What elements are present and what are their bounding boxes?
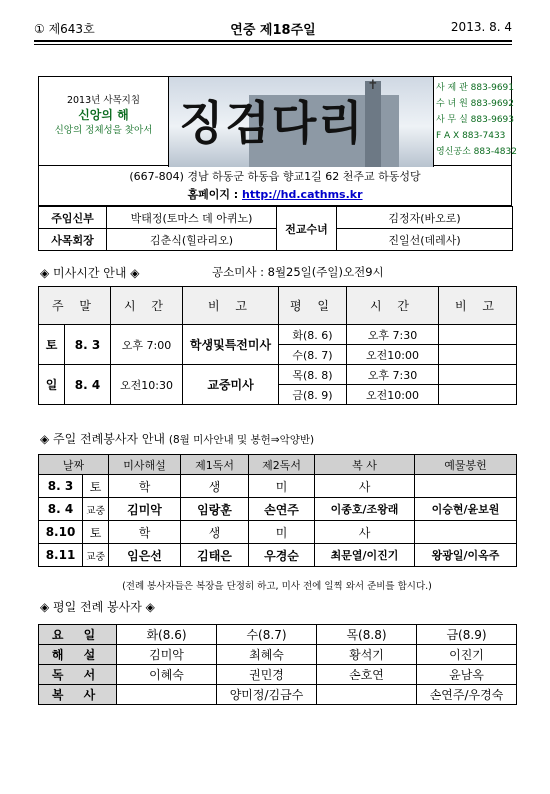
church-tower-icon	[365, 78, 381, 167]
col-header: 주 말	[39, 287, 111, 325]
mass-section-title	[40, 264, 139, 281]
col-header: 복 사	[315, 455, 415, 475]
offertory: 이승현/윤보원	[415, 498, 517, 521]
contact-item: 영신공소 883-4832	[436, 147, 517, 157]
row-label: 복 사	[39, 685, 117, 705]
weekday-note	[439, 365, 517, 385]
staff-table	[38, 206, 513, 251]
weekday-time: 오전10:00	[347, 385, 439, 405]
weekday-time: 오후 7:30	[347, 325, 439, 345]
weekday-volunteer-table	[38, 624, 517, 705]
empty-cell	[415, 475, 517, 498]
weekday-date: 금(8. 9)	[279, 385, 347, 405]
contact-item: 수 녀 원 883-9692	[436, 99, 514, 109]
reader-1: 김태은	[181, 544, 249, 567]
weekend-time: 오후 7:00	[111, 325, 183, 365]
weekday-note	[439, 325, 517, 345]
row-day: 토	[83, 475, 109, 498]
weekend-time: 오전10:30	[111, 365, 183, 405]
row-date: 8.10	[39, 521, 83, 544]
day-cell: 목(8.8)	[317, 625, 417, 645]
cross-icon: ✝	[367, 78, 379, 93]
split-cell: 사	[315, 475, 415, 498]
weekday-note	[439, 385, 517, 405]
weekend-day: 토	[39, 325, 65, 365]
pastor-label: 주임신부	[39, 207, 107, 229]
col-header: 평 일	[279, 287, 347, 325]
cell: 최혜숙	[217, 645, 317, 665]
mass-schedule-table	[38, 286, 517, 405]
cell: 이진기	[417, 645, 517, 665]
cell: 윤남옥	[417, 665, 517, 685]
cell: 손연주/우경숙	[417, 685, 517, 705]
sunday-subtitle: (8월 미사안내 및 봉헌⇒악양반)	[168, 434, 315, 446]
weekend-note: 교중미사	[183, 365, 279, 405]
table-row	[39, 498, 517, 521]
mission-mass-notice: 공소미사 : 8월25일(주일)오전9시	[212, 265, 384, 279]
header-rule	[34, 40, 512, 42]
commentator: 김미악	[109, 498, 181, 521]
homepage-label: 홈페이지 :	[187, 188, 243, 201]
reader-2: 우경순	[249, 544, 315, 567]
cell: 황석기	[317, 645, 417, 665]
col-header: 비 고	[439, 287, 517, 325]
table-row	[39, 625, 517, 645]
col-header: 시 간	[111, 287, 183, 325]
sunday-volunteer-table	[38, 454, 517, 567]
altar-servers: 최문열/이진기	[315, 544, 415, 567]
row-day: 토	[83, 521, 109, 544]
sister-name: 진일선(데레사)	[337, 229, 513, 251]
row-label: 독 서	[39, 665, 117, 685]
weekday-note	[439, 345, 517, 365]
cell: 이혜숙	[117, 665, 217, 685]
col-header: 제1독서	[181, 455, 249, 475]
day-cell: 수(8.7)	[217, 625, 317, 645]
split-cell: 미	[249, 475, 315, 498]
split-cell: 사	[315, 521, 415, 544]
issue-number: ① 제643호	[34, 22, 95, 36]
weekend-note: 학생및특전미사	[183, 325, 279, 365]
header-rule-thin	[34, 44, 512, 45]
col-header: 미사해설	[109, 455, 181, 475]
sunday-section-title	[40, 430, 314, 447]
weekend-day: 일	[39, 365, 65, 405]
altar-servers: 이종호/조왕래	[315, 498, 415, 521]
col-header: 예물봉헌	[415, 455, 517, 475]
weekend-date: 8. 4	[65, 365, 111, 405]
pastor-name: 박태정(토마스 데 아퀴노)	[107, 207, 277, 229]
weekday-section-title: ◈ 평일 전례 봉사자 ◈	[40, 600, 155, 614]
col-header: 제2독서	[249, 455, 315, 475]
split-cell: 생	[181, 521, 249, 544]
row-date: 8. 4	[39, 498, 83, 521]
motto-sub: 신앙의 정체성을 찾아서	[54, 125, 153, 136]
sisters-label: 전교수녀	[277, 207, 337, 251]
cell: 권민경	[217, 665, 317, 685]
table-row	[39, 685, 517, 705]
address-line: (667-804) 경남 하동군 하동읍 향교1길 62 천주교 하동성당	[129, 170, 421, 183]
row-date: 8. 3	[39, 475, 83, 498]
motto-main: 신앙의 해	[78, 108, 129, 122]
col-header: 날짜	[39, 455, 109, 475]
cell	[317, 685, 417, 705]
split-cell: 학	[109, 475, 181, 498]
parish-address	[38, 166, 512, 206]
row-day: 교중	[83, 544, 109, 567]
weekend-date: 8. 3	[65, 325, 111, 365]
council-name: 김춘식(힐라리오)	[107, 229, 277, 251]
commentator: 임은선	[109, 544, 181, 567]
table-row	[39, 544, 517, 567]
weekday-date: 수(8. 7)	[279, 345, 347, 365]
cell	[117, 685, 217, 705]
day-cell: 금(8.9)	[417, 625, 517, 645]
sister-name: 김정자(바오로)	[337, 207, 513, 229]
empty-cell	[415, 521, 517, 544]
row-date: 8.11	[39, 544, 83, 567]
row-label: 요 일	[39, 625, 117, 645]
split-cell: 미	[249, 521, 315, 544]
church-banner-image	[169, 77, 433, 167]
mass-title: ◈ 미사시간 안내 ◈	[40, 266, 140, 280]
cell: 양미정/김금수	[217, 685, 317, 705]
newsletter-title: 징검다리	[179, 96, 365, 150]
weekday-time: 오후 7:30	[347, 365, 439, 385]
volunteer-note: (전례 봉사자들은 복장을 단정히 하고, 미사 전에 일찍 와서 준비를 합시다.)	[122, 581, 432, 592]
table-row	[39, 665, 517, 685]
masthead	[38, 76, 517, 166]
pastoral-motto	[39, 77, 169, 167]
liturgical-season: 연중 제18주일	[230, 23, 316, 38]
table-row	[39, 645, 517, 665]
cell: 김미악	[117, 645, 217, 665]
col-header: 시 간	[347, 287, 439, 325]
offertory: 왕광일/이옥주	[415, 544, 517, 567]
row-day: 교중	[83, 498, 109, 521]
weekday-date: 화(8. 6)	[279, 325, 347, 345]
issue-header	[34, 18, 512, 38]
weekday-date: 목(8. 8)	[279, 365, 347, 385]
table-row	[39, 475, 517, 498]
motto-year: 2013년 사목지침	[66, 95, 141, 106]
row-label: 해 설	[39, 645, 117, 665]
council-label: 사목회장	[39, 229, 107, 251]
table-row	[39, 521, 517, 544]
contact-item: 사 무 실 883-9693	[436, 115, 514, 125]
issue-date: 2013. 8. 4	[450, 20, 512, 34]
contact-item: F A X 883-7433	[436, 131, 506, 141]
split-cell: 생	[181, 475, 249, 498]
sunday-title: ◈ 주일 전례봉사자 안내	[40, 432, 166, 446]
contact-item: 사 제 관 883-9691	[436, 83, 514, 93]
cell: 손호연	[317, 665, 417, 685]
contact-list	[433, 77, 517, 167]
reader-1: 임랑훈	[181, 498, 249, 521]
col-header: 비 고	[183, 287, 279, 325]
homepage-link[interactable]: http://hd.cathms.kr	[242, 188, 363, 201]
day-cell: 화(8.6)	[117, 625, 217, 645]
split-cell: 학	[109, 521, 181, 544]
reader-2: 손연주	[249, 498, 315, 521]
weekday-time: 오전10:00	[347, 345, 439, 365]
